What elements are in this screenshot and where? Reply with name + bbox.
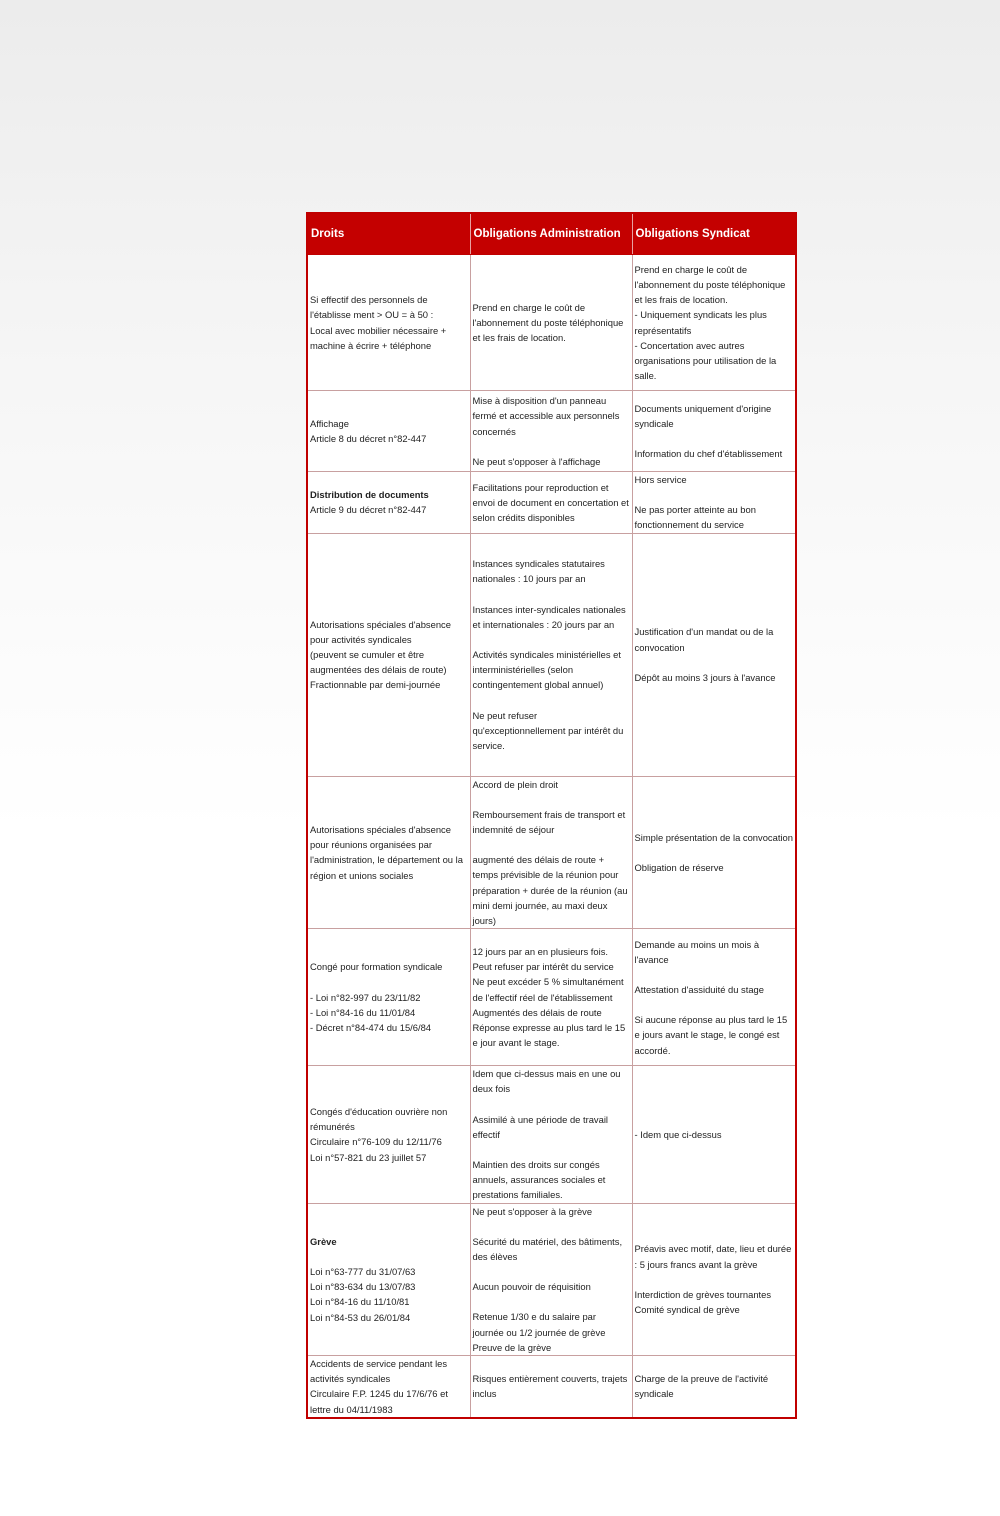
cell-line: augmenté des délais de route + temps prévisible de la réunion pour préparation + durée de la réunion (au mini demi journée, au maxi deux jours) xyxy=(472,854,628,927)
droits-cell xyxy=(307,929,470,1066)
syndicat-cell xyxy=(632,472,796,534)
droits-cell xyxy=(307,776,470,929)
cell-line: Loi n°63-777 du 31/07/63 xyxy=(310,1266,416,1278)
cell-line: Circulaire F.P. 1245 du 17/6/76 et lettre du 04/11/1983 xyxy=(310,1388,448,1415)
syndicat-cell xyxy=(632,391,796,472)
cell-line: Mise à disposition d'un panneau fermé et accessible aux personnels concernés xyxy=(472,395,620,437)
cell-line: Instances syndicales statutaires nationales : 10 jours par an xyxy=(472,558,605,585)
droits-title: Grève xyxy=(310,1235,337,1247)
line-gap xyxy=(635,845,794,860)
cell-line: - Uniquement syndicats les plus représentatifs xyxy=(634,309,767,336)
cell-line: Autorisations spéciales d'absence pour activités syndicales xyxy=(310,618,451,645)
line-gap xyxy=(473,1097,630,1112)
line-gap xyxy=(635,431,794,446)
syndicat-cell xyxy=(632,533,796,776)
line-gap xyxy=(635,997,794,1012)
cell-line: Prend en charge le coût de l'abonnement du poste téléphonique et les frais de location. xyxy=(472,301,624,344)
cell-line: Information du chef d'établissement xyxy=(634,448,783,460)
table-row xyxy=(307,1066,796,1203)
line-gap xyxy=(473,1219,630,1234)
cell-line: Si effectif des personnels de l'établisse ment > OU = à 50 : xyxy=(310,294,434,321)
cell-line: Congés d'éducation ouvrière non rémunérés xyxy=(310,1106,448,1133)
syndicat-cell xyxy=(632,1203,796,1355)
cell-line: Demande au moins un mois à l'avance xyxy=(634,938,760,965)
cell-line: Prend en charge le coût de l'abonnement du poste téléphonique et les frais de location. xyxy=(634,263,786,306)
droits-cell xyxy=(307,391,470,472)
droits-cell xyxy=(307,1203,470,1355)
line-gap xyxy=(473,792,630,807)
admin-cell xyxy=(470,1356,632,1418)
table-row xyxy=(307,776,796,929)
admin-cell xyxy=(470,472,632,534)
cell-line: Maintien des droits sur congés annuels, assurances sociales et prestations familiales. xyxy=(472,1159,606,1201)
cell-line: Congé pour formation syndicale xyxy=(310,961,443,973)
cell-line: Hors service xyxy=(634,474,687,485)
line-gap xyxy=(635,487,794,502)
cell-line: Activités syndicales ministérielles et interministérielles (selon contingentement global annuel) xyxy=(472,648,621,691)
cell-line: Documents uniquement d'origine syndicale xyxy=(634,402,772,429)
cell-line: Instances inter-syndicales nationales et internationales : 20 jours par an xyxy=(472,603,626,630)
syndicat-cell xyxy=(632,1356,796,1418)
droits-cell xyxy=(307,472,470,534)
cell-line: Dépôt au moins 3 jours à l'avance xyxy=(634,671,776,683)
admin-cell xyxy=(470,1203,632,1355)
admin-cell xyxy=(470,391,632,472)
cell-line: 12 jours par an en plusieurs fois. Peut refuser par intérêt du service xyxy=(472,946,614,973)
cell-line: - Loi n°82-997 du 23/11/82 xyxy=(310,991,421,1003)
cell-line: - Loi n°84-16 du 11/01/84 xyxy=(310,1006,416,1018)
cell-line: Comité syndical de grève xyxy=(634,1304,740,1316)
admin-cell xyxy=(470,533,632,776)
cell-line: Article 9 du décret n°82-447 xyxy=(310,504,427,516)
admin-cell xyxy=(470,1066,632,1203)
cell-line: Accord de plein droit xyxy=(472,778,558,790)
line-gap xyxy=(473,632,630,647)
droits-cell xyxy=(307,1066,470,1203)
droits-title: Distribution de documents xyxy=(310,489,429,501)
header-droits: Droits xyxy=(307,213,470,255)
cell-line: Loi n°83-634 du 13/07/83 xyxy=(310,1281,416,1293)
line-gap xyxy=(473,1264,630,1279)
line-gap xyxy=(473,693,630,708)
cell-line: Loi n°57-821 du 23 juillet 57 xyxy=(310,1151,427,1163)
syndicat-cell xyxy=(632,255,796,391)
cell-line: - Concertation avec autres organisations pour utilisation de la salle. xyxy=(634,339,777,382)
line-gap xyxy=(473,837,630,852)
header-obligations-syndicat: Obligations Syndicat xyxy=(632,213,796,255)
table-row xyxy=(307,472,796,534)
line-gap xyxy=(635,1272,794,1287)
cell-line: Local avec mobilier nécessaire + machine à écrire + téléphone xyxy=(310,324,447,351)
cell-line: Sécurité du matériel, des bâtiments, des élèves xyxy=(472,1235,623,1263)
cell-line: Circulaire n°76-109 du 12/11/76 xyxy=(310,1136,442,1148)
line-gap xyxy=(473,587,630,602)
cell-line: Ne peut refuser qu'exceptionnellement par intérêt du service. xyxy=(472,709,624,751)
cell-line: Facilitations pour reproduction et envoi de document en concertation et selon crédits disponibles xyxy=(472,481,629,523)
cell-line: (peuvent se cumuler et être augmentées des délais de route) xyxy=(310,649,447,676)
cell-line: Article 8 du décret n°82-447 xyxy=(310,433,427,444)
cell-line: Aucun pouvoir de réquisition xyxy=(472,1281,591,1293)
table-row xyxy=(307,255,796,391)
cell-line: Ne peut s'opposer à la grève xyxy=(472,1205,593,1217)
table-row xyxy=(307,1203,796,1355)
table-row xyxy=(307,391,796,472)
cell-line: Assimilé à une période de travail effectif xyxy=(472,1113,608,1140)
cell-line: Idem que ci-dessus mais en une ou deux fois xyxy=(472,1068,621,1095)
line-gap xyxy=(635,655,794,670)
cell-line: Charge de la preuve de l'activité syndicale xyxy=(634,1373,769,1400)
cell-line: Loi n°84-53 du 26/01/84 xyxy=(310,1311,411,1323)
cell-line: Préavis avec motif, date, lieu et durée : 5 jours francs avant la grève xyxy=(634,1243,792,1270)
cell-line: Autorisations spéciales d'absence pour réunions organisées par l'administration, le département ou la région et unions sociales xyxy=(310,824,463,881)
cell-line: Augmentés des délais de route xyxy=(472,1006,602,1018)
cell-line: Risques entièrement couverts, trajets inclus xyxy=(472,1373,628,1400)
line-gap xyxy=(473,1294,630,1309)
line-gap xyxy=(635,967,794,982)
header-obligations-administration: Obligations Administration xyxy=(470,213,632,255)
cell-line: Accidents de service pendant les activités syndicales xyxy=(310,1358,448,1385)
cell-line: Justification d'un mandat ou de la convocation xyxy=(634,626,774,653)
cell-line: Retenue 1/30 e du salaire par journée ou 1/2 journée de grève xyxy=(472,1311,606,1338)
line-gap xyxy=(473,1142,630,1157)
cell-line: Ne pas porter atteinte au bon fonctionnement du service xyxy=(634,504,756,531)
cell-line: Obligation de réserve xyxy=(634,861,724,873)
line-gap xyxy=(473,439,630,454)
rights-obligations-table xyxy=(306,212,797,1419)
table-row xyxy=(307,1356,796,1418)
cell-line: Preuve de la grève xyxy=(472,1341,552,1353)
droits-cell xyxy=(307,255,470,391)
cell-line: Fractionnable par demi-journée xyxy=(310,679,441,691)
line-gap xyxy=(310,1249,468,1264)
cell-line: Réponse expresse au plus tard le 15 e jour avant le stage. xyxy=(472,1022,626,1049)
droits-cell xyxy=(307,533,470,776)
cell-line: Ne peut s'opposer à l'affichage xyxy=(472,455,601,467)
table-row xyxy=(307,533,796,776)
admin-cell xyxy=(470,776,632,929)
cell-line: Si aucune réponse au plus tard le 15 e jours avant le stage, le congé est accordé. xyxy=(634,1014,788,1056)
admin-cell xyxy=(470,929,632,1066)
table-row xyxy=(307,929,796,1066)
header-row xyxy=(307,213,796,255)
cell-line: Remboursement frais de transport et indemnité de séjour xyxy=(472,808,626,836)
cell-line: - Idem que ci-dessus xyxy=(634,1128,722,1140)
cell-line: - Décret n°84-474 du 15/6/84 xyxy=(310,1021,432,1033)
cell-line: Simple présentation de la convocation xyxy=(634,831,793,843)
droits-cell xyxy=(307,1356,470,1418)
cell-line: Affichage xyxy=(310,417,349,429)
cell-line: Attestation d'assiduité du stage xyxy=(634,984,764,996)
admin-cell xyxy=(470,255,632,391)
syndicat-cell xyxy=(632,1066,796,1203)
line-gap xyxy=(310,975,468,990)
syndicat-cell xyxy=(632,776,796,929)
cell-line: Loi n°84-16 du 11/10/81 xyxy=(310,1296,410,1308)
cell-line: Interdiction de grèves tournantes xyxy=(634,1288,772,1300)
syndicat-cell xyxy=(632,929,796,1066)
cell-line: Ne peut excéder 5 % simultanément de l'effectif réel de l'établissement xyxy=(472,976,624,1003)
